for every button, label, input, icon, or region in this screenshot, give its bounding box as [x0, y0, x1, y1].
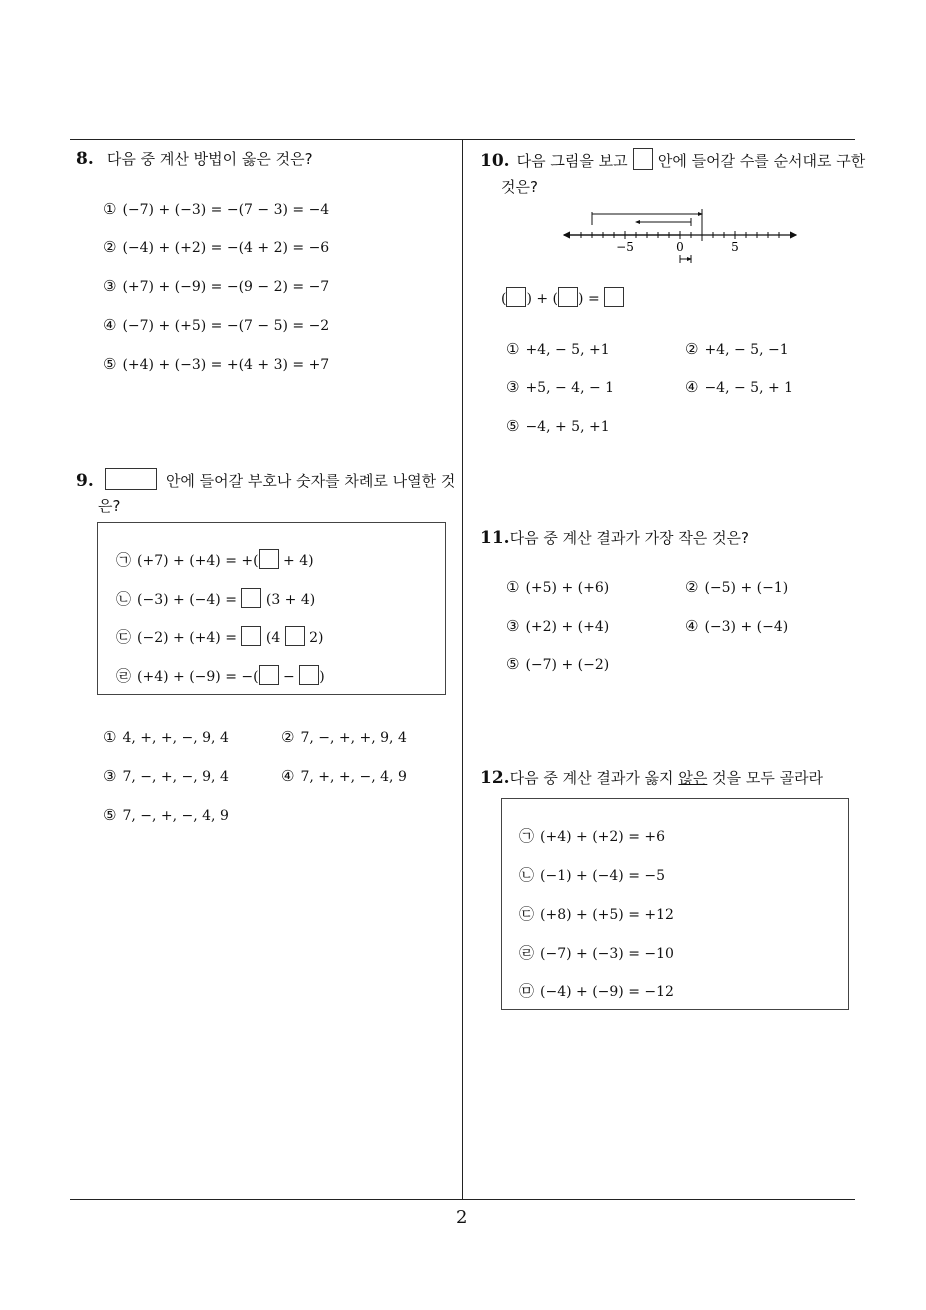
question-11-header	[480, 527, 749, 548]
choice-expr: (+7) + (−9) = −(9 − 2) = −7	[122, 279, 330, 295]
question-12-header	[480, 767, 823, 788]
number-line-labels	[616, 240, 739, 254]
choice	[685, 578, 788, 596]
item-text: + 4)	[278, 553, 314, 569]
choice	[506, 655, 609, 673]
choice-expr: (+4) + (−3) = +(4 + 3) = +7	[122, 357, 330, 373]
choice-mark: ⑤	[103, 806, 117, 824]
question-text: 다음 중 계산 결과가 옳지	[509, 769, 679, 787]
choice-text: +4, − 5, +1	[525, 342, 610, 358]
answer-blank	[241, 626, 261, 646]
expr-part: ) + (	[526, 291, 559, 307]
item-text: (3 + 4)	[261, 592, 316, 608]
item-text: (−1) + (−4) = −5	[540, 868, 666, 884]
choice-mark: ⑤	[506, 655, 520, 673]
choice-text: −4, − 5, + 1	[704, 380, 794, 396]
choice-mark: ②	[685, 578, 699, 596]
choice	[506, 578, 609, 596]
choice-text: (−5) + (−1)	[704, 580, 789, 596]
choice-mark: ④	[685, 617, 699, 635]
question-10-expression	[501, 287, 624, 307]
choice	[103, 316, 329, 334]
box-item	[116, 665, 325, 686]
item-mark: ㉡	[116, 590, 132, 608]
choice	[281, 767, 407, 785]
choice	[281, 728, 407, 746]
choice-mark: ③	[506, 617, 520, 635]
box-item	[116, 626, 324, 647]
choice-mark: ②	[685, 340, 699, 358]
choice-text: 7, −, +, −, 9, 4	[122, 769, 229, 785]
choice	[506, 340, 610, 358]
choice-text: (−3) + (−4)	[704, 619, 789, 635]
item-text: (−4) + (−9) = −12	[540, 984, 674, 1000]
box-item	[116, 588, 315, 609]
item-text: (−3) + (−4) =	[137, 592, 242, 608]
question-text-cont: 것은?	[501, 178, 538, 196]
choice-text: 4, +, +, −, 9, 4	[122, 730, 229, 746]
item-text: (+7) + (+4) = +(	[137, 553, 259, 569]
question-text: 다음 그림을 보고	[516, 152, 628, 170]
answer-blank	[241, 588, 261, 608]
choice-mark: ①	[103, 200, 117, 218]
question-number: 10.	[480, 151, 510, 171]
choice-mark: ③	[506, 378, 520, 396]
choice-text: +4, − 5, −1	[704, 342, 789, 358]
item-text: −	[278, 669, 300, 685]
choice	[103, 806, 229, 824]
item-mark: ㉣	[116, 667, 132, 685]
choice	[685, 378, 793, 396]
bottom-rule	[70, 1199, 855, 1200]
question-number: 11.	[480, 528, 510, 548]
choice	[506, 378, 614, 396]
choice	[103, 728, 229, 746]
item-mark: ㉠	[116, 551, 132, 569]
question-text-underlined: 않은	[678, 769, 708, 787]
question-10-header	[480, 148, 865, 171]
item-text: (+4) + (+2) = +6	[540, 829, 666, 845]
question-number: 12.	[480, 768, 510, 788]
choice-mark: ③	[103, 767, 117, 785]
page-number: 2	[456, 1207, 468, 1228]
choice-mark: ①	[506, 578, 520, 596]
question-text: 안에 들어갈 부호나 숫자를 차례로 나열한 것	[165, 472, 456, 490]
question-number: 8.	[76, 149, 94, 169]
choice	[506, 417, 610, 435]
choice	[506, 617, 609, 635]
choice-mark: ⑤	[103, 355, 117, 373]
question-text: 것을 모두 골라라	[707, 769, 824, 787]
item-mark: ㉤	[519, 982, 535, 1000]
choice-mark: ③	[103, 277, 117, 295]
choice-text: (+2) + (+4)	[525, 619, 610, 635]
answer-blank	[604, 287, 624, 307]
choice-expr: (−7) + (−3) = −(7 − 3) = −4	[122, 202, 330, 218]
column-divider	[462, 139, 463, 1200]
choice-text: 7, −, +, +, 9, 4	[300, 730, 407, 746]
item-text: (−2) + (+4) =	[137, 630, 242, 646]
choice-mark: ④	[103, 316, 117, 334]
item-text: 2)	[304, 630, 324, 646]
choice	[103, 200, 329, 218]
question-text: 다음 중 계산 결과가 가장 작은 것은?	[509, 529, 750, 547]
choice-text: 7, −, +, −, 4, 9	[122, 808, 229, 824]
box-item	[519, 903, 674, 924]
tick-label: 5	[731, 240, 739, 254]
choice	[103, 767, 229, 785]
answer-blank	[299, 665, 319, 685]
answer-blank	[259, 665, 279, 685]
item-text: (+8) + (+5) = +12	[540, 907, 674, 923]
choice-mark: ①	[506, 340, 520, 358]
choice-text: (+5) + (+6)	[525, 580, 610, 596]
expr-part: (	[501, 291, 507, 307]
expr-part: ) =	[578, 291, 605, 307]
item-mark: ㉢	[519, 905, 535, 923]
item-mark: ㉠	[519, 827, 535, 845]
item-text: (4	[261, 630, 285, 646]
box-item	[519, 980, 674, 1001]
choice-mark: ②	[281, 728, 295, 746]
answer-blank	[633, 148, 653, 170]
choice-mark: ④	[281, 767, 295, 785]
box-item	[519, 942, 674, 963]
item-text: (−7) + (−3) = −10	[540, 946, 674, 962]
choice-expr: (−7) + (+5) = −(7 − 5) = −2	[122, 318, 330, 334]
choice-text: (−7) + (−2)	[525, 657, 610, 673]
choice	[685, 617, 788, 635]
item-mark: ㉣	[519, 944, 535, 962]
box-item	[519, 864, 665, 885]
question-text: 다음 중 계산 방법이 옳은 것은?	[106, 150, 313, 168]
box-item	[519, 825, 665, 846]
choice-expr: (−4) + (+2) = −(4 + 2) = −6	[122, 240, 330, 256]
item-text: (+4) + (−9) = −(	[137, 669, 259, 685]
answer-blank	[105, 468, 157, 490]
item-text: )	[319, 669, 325, 685]
question-text: 안에 들어갈 수를 순서대로 구한	[657, 152, 866, 170]
item-mark: ㉢	[116, 628, 132, 646]
choice-mark: ①	[103, 728, 117, 746]
question-8-header	[76, 148, 313, 169]
question-text-cont: 은?	[98, 497, 121, 515]
item-mark: ㉡	[519, 866, 535, 884]
choice-text: +5, − 4, − 1	[525, 380, 615, 396]
choice	[103, 238, 329, 256]
choice-text: 7, +, +, −, 4, 9	[300, 769, 407, 785]
number-line-figure	[560, 205, 800, 267]
choice	[103, 355, 329, 373]
choice-mark: ④	[685, 378, 699, 396]
choice-text: −4, + 5, +1	[525, 419, 610, 435]
choice-mark: ②	[103, 238, 117, 256]
answer-blank	[285, 626, 305, 646]
answer-blank	[506, 287, 526, 307]
box-item	[116, 549, 314, 570]
answer-blank	[558, 287, 578, 307]
question-9-header	[76, 468, 455, 491]
question-number: 9.	[76, 471, 94, 491]
choice-mark: ⑤	[506, 417, 520, 435]
tick-label: 0	[676, 240, 684, 254]
choice	[685, 340, 789, 358]
answer-blank	[259, 549, 279, 569]
tick-label: −5	[616, 240, 634, 254]
choice	[103, 277, 329, 295]
